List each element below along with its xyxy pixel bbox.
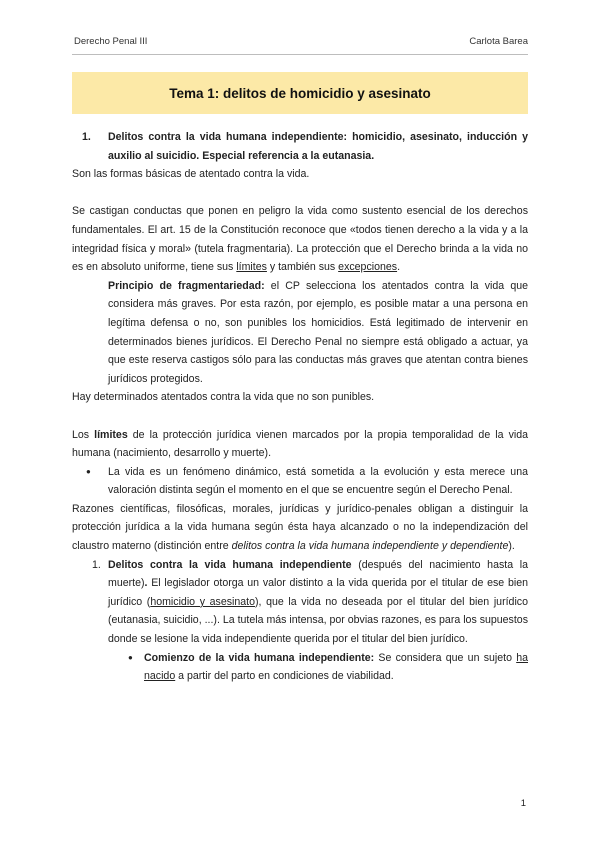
paragraph-razones (72, 500, 528, 556)
text-run: . (144, 577, 148, 590)
sub-bullet-bold: Comienzo de la vida humana independiente: (144, 651, 375, 664)
principio-text: el CP selecciona los atentados contra la vida que considera más graves. Por esta razón, por ejemplo, es posible matar a una persona en legítima defensa o no, son punibles los homicidios. Está legitimado de intervenir en determinados bienes jurídicos. El Derecho Penal no siempre está obligado a actuar, ya que este reserva castigos sólo para las conductas más graves que atentan contra bienes jurídicos protegidos. (108, 279, 528, 385)
text-run: ). (508, 540, 515, 553)
bullet-marker: ● (128, 652, 133, 662)
page-number: 1 (520, 798, 526, 809)
document-body (72, 126, 528, 686)
section-title: Delitos contra la vida humana independiente: homicidio, asesinato, inducción y auxilio al suicidio. Especial referencia a la eutanasia. (108, 131, 528, 162)
limites-bold: límites (94, 428, 128, 441)
text-run: Razones científicas, filosóficas, morales, jurídicas y jurídico-penales obligan a distinguir la protección jurídica a la vida humana según ésta haya alcanzado o no la independización del claustro materno (distinción entre (72, 502, 528, 553)
item-text (108, 556, 528, 649)
underlined-homicidio: homicidio y asesinato (150, 595, 255, 608)
paragraph-limites (72, 426, 528, 463)
text-run: Se castigan conductas que ponen en peligro la vida como sustento esencial de los derechos fundamentales. El art. 15 de la Constitución reconoce que «todos tienen derecho a la vida y a la integridad física y moral» (tutela fragmentaria). La protección que el Derecho brinda a la vida no es en absoluto uniforme, tiene sus (72, 205, 528, 274)
text-run: ), que la vida no deseada por el titular del bien jurídico (eutanasia, suicidio, ...). La tutela más intensa, por obvias razones, es para los supuestos donde se lesione la vida independiente querida por el titular del bien jurídico. (108, 595, 528, 646)
sub-bullet-text (144, 649, 528, 686)
header-divider (72, 54, 528, 55)
sub-bullet-item (72, 649, 528, 686)
text-run: Se considera que un sujeto (374, 651, 517, 664)
title-banner (72, 72, 528, 114)
paragraph-no-punibles: Hay determinados atentados contra la vida que no son punibles. (72, 391, 375, 404)
text-run: . (397, 261, 401, 274)
section-heading (72, 128, 528, 165)
header-author: Carlota Barea (469, 36, 528, 47)
item-bold: Delitos contra la vida humana independiente (108, 558, 352, 571)
paragraph-castigan (72, 202, 528, 276)
bullet-marker: ● (86, 466, 91, 476)
header-course: Derecho Penal III (74, 36, 148, 47)
text-run: a partir del parto en condiciones de viabilidad. (175, 670, 394, 683)
item-number: 1. (92, 558, 101, 571)
underlined-limites: límites (236, 261, 267, 274)
principio-label: Principio de fragmentariedad: (108, 279, 265, 292)
italic-distinction: delitos contra la vida humana independiente y dependiente (231, 540, 509, 553)
text-run: (después del nacimiento hasta la muerte) (108, 558, 529, 590)
text-run: Los (72, 428, 95, 441)
section-number: 1. (82, 131, 91, 143)
underlined-ha-nacido: ha nacido (144, 651, 528, 683)
numbered-item (72, 556, 528, 649)
bullet-text: La vida es un fenómeno dinámico, está sometida a la evolución y esta merece una valoración distinta según el momento en el que se encuentre según el Derecho Penal. (108, 465, 528, 497)
paragraph-basic-forms: Son las formas básicas de atentado contra la vida. (72, 168, 310, 181)
text-run: El legislador otorga un valor distinto a la vida querida por el titular de ese bien jurídico ( (108, 577, 528, 608)
paragraph-principio (72, 277, 528, 389)
page-title: Tema 1: delitos de homicidio y asesinato (169, 85, 431, 101)
text-run: de la protección jurídica vienen marcados por la propia temporalidad de la vida humana (nacimiento, desarrollo y muerte). (72, 428, 529, 460)
underlined-excepciones: excepciones (338, 261, 398, 274)
bullet-item (72, 463, 528, 500)
text-run: y también sus (266, 261, 339, 274)
